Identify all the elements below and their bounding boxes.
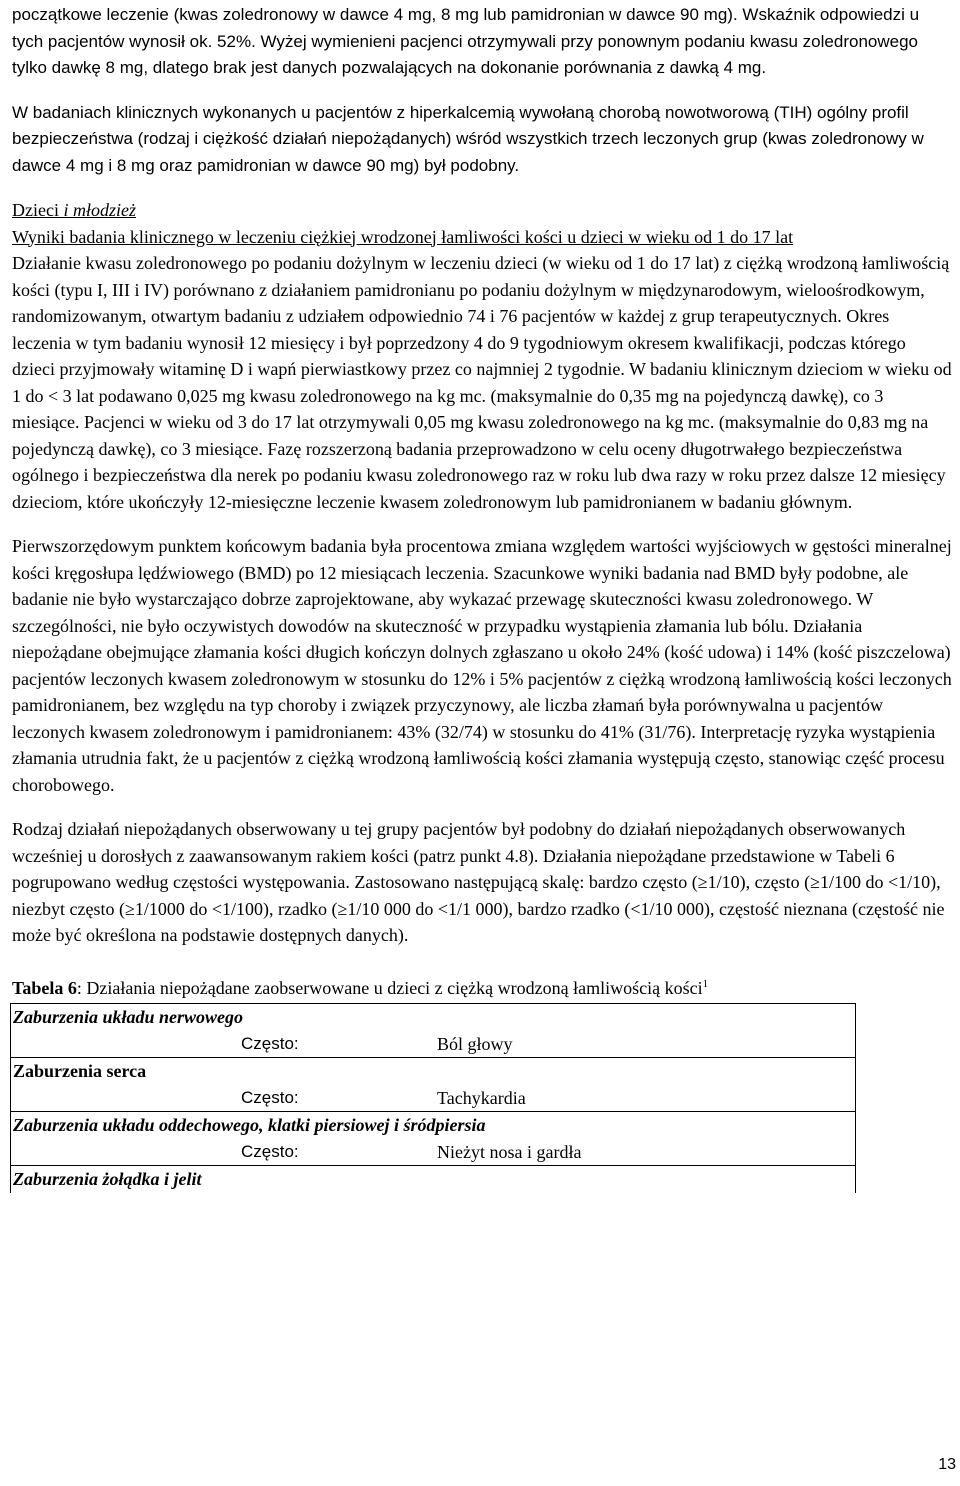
paragraph-study-design: Działanie kwasu zoledronowego po podaniu dożylnym w leczeniu dzieci (w wieku od 1 do 17 lat) z ciężką wrodzoną łamliwością kości (typu I, III i IV) porównano z działaniem pamidronianu po podaniu dożylnym w międzynarodowym, wieloośrodkowym, randomizowanym, otwartym badaniu z udziałem odpowiednio 74 i 76 pacjentów w każdej z grup terapeutycznych. Okres leczenia w tym badaniu wynosił 12 miesięcy i był poprzedzony 4 do 9 tygodniowym okresem kwalifikacji, podczas którego dzieci przyjmowały witaminę D i wapń pierwiastkowy przez co najmniej 2 tygodnie. W badaniu klinicznym dzieciom w wieku od 1 do < 3 lat podawano 0,025 mg kwasu zoledronowego na kg mc. (maksymalnie do 0,35 mg na pojedynczą dawkę), co 3 miesiące. Pacjenci w wieku od 3 do 17 lat otrzymywali 0,05 mg kwasu zoledronowego na kg mc. (maksymalnie do 0,83 mg na pojedynczą dawkę), co 3 miesiące. Fazę rozszerzoną badania przeprowadzono w celu oceny długotrwałego bezpieczeństwa ogólnego i bezpieczeństwa dla nerek po podaniu kwasu zoledronowego raz w roku lub dwa razy w roku przez dalsze 12 miesięcy dzieciom, które ukończyły 12-miesięczne leczenie kwasem zoledronowym lub pamidronianem w badaniu głównym. [12, 253, 952, 512]
heading-prefix: Dzieci [12, 200, 64, 220]
reaction-term: Nieżyt nosa i gardła [437, 1141, 582, 1162]
page-number: 13 [938, 1456, 956, 1473]
table-caption-footnote: 1 [702, 977, 709, 990]
table-section [11, 1058, 856, 1112]
document-content [12, 2, 952, 1193]
table-section [11, 1004, 856, 1058]
table-row [11, 1031, 855, 1058]
reaction-term: Tachykardia [437, 1087, 526, 1108]
paragraph-intro: początkowe leczenie (kwas zoledronowy w dawce 4 mg, 8 mg lub pamidronian w dawce 90 mg). Wskaźnik odpowiedzi u tych pacjentów wynosił ok. 52%. Wyżej wymienieni pacjenci otrzymywali przy ponownym podaniu kwasu zoledronowego tylko dawkę 8 mg, dlatego brak jest danych pozwalających na dokonanie porównania z dawką 4 mg. [12, 5, 920, 77]
table-caption-text: : Działania niepożądane zaobserwowane u dzieci z ciężką wrodzoną łamliwością kości [76, 977, 703, 998]
table-row [11, 1139, 855, 1166]
table-section [11, 1112, 856, 1166]
paragraph-tih-safety: W badaniach klinicznych wykonanych u pacjentów z hiperkalcemią wywołaną chorobą nowotworową (TIH) ogólny profil bezpieczeństwa (rodzaj i ciężkość działań niepożądanych) wśród wszystkich trzech leczonych grup (kwas zoledronowy w dawce 4 mg i 8 mg oraz pamidronian w dawce 90 mg) był podobny. [12, 102, 924, 175]
table-caption [12, 975, 952, 1002]
paragraph-endpoint: Pierwszorzędowym punktem końcowym badania była procentowa zmiana względem wartości wyjściowych w gęstości mineralnej kości kręgosłupa lędźwiowego (BMD) po 12 miesiącach leczenia. Szacunkowe wyniki badania nad BMD były podobne, ale badanie nie było wystarczająco dobrze zaprojektowane, aby wykazać przewagę skuteczności kwasu zoledronowego. W szczególności, nie było oczywistych dowodów na skuteczność w przypadku wystąpienia złamania lub bólu. Działania niepożądane obejmujące złamania kości długich kończyn dolnych zgłaszano u około 24% (kość udowa) i 14% (kość piszczelowa) pacjentów leczonych kwasem zoledronowym w stosunku do 12% i 5% pacjentów z ciężką wrodzoną łamliwością kości leczonych pamidronianem, bez względu na typ choroby i związek przyczynowy, ale liczba złamań była porównywalna u pacjentów leczonych kwasem zoledronowym i pamidronianem: 43% (32/74) w stosunku do 41% (31/76). Interpretację ryzyka wystąpienia złamania utrudnia fakt, że u pacjentów z ciężką wrodzoną łamliwością kości złamania występują często, stanowiąc część procesu chorobowego. [12, 536, 952, 795]
reaction-term: Ból głowy [437, 1033, 513, 1054]
section-title: Zaburzenia układu nerwowego [13, 1007, 244, 1027]
paragraph-adverse-events: Rodzaj działań niepożądanych obserwowany u tej grupy pacjentów był podobny do działań niepożądanych obserwowanych wcześniej u dorosłych z zaawansowanym rakiem kości (patrz punkt 4.8). Działania niepożądane przedstawione w Tabeli 6 pogrupowano według częstości występowania. Zastosowano następującą skalę: bardzo często (≥1/10), często (≥1/100 do <1/10), niezbyt często (≥1/1000 do <1/100), rzadko (≥1/10 000 do <1/1 000), bardzo rzadko (<1/10 000), częstość nieznana (częstość nie może być określona na podstawie dostępnych danych). [12, 819, 945, 945]
section-title: Zaburzenia serca [13, 1061, 147, 1081]
section-heading-pediatric [12, 197, 952, 224]
frequency-label: Często: [241, 1087, 299, 1107]
heading-italic: i młodzież [63, 200, 136, 220]
table-caption-label: Tabela 6 [12, 977, 77, 998]
section-title: Zaburzenia układu oddechowego, klatki piersiowej i śródpiersia [13, 1115, 486, 1135]
frequency-label: Często: [241, 1033, 299, 1053]
adverse-reactions-table [10, 1003, 856, 1193]
table-section [11, 1166, 856, 1193]
frequency-label: Często: [241, 1141, 299, 1161]
subheading-study: Wyniki badania klinicznego w leczeniu ciężkiej wrodzonej łamliwości kości u dzieci w wieku od 1 do 17 lat [12, 226, 794, 247]
section-title: Zaburzenia żołądka i jelit [13, 1169, 202, 1189]
table-row [11, 1085, 855, 1112]
